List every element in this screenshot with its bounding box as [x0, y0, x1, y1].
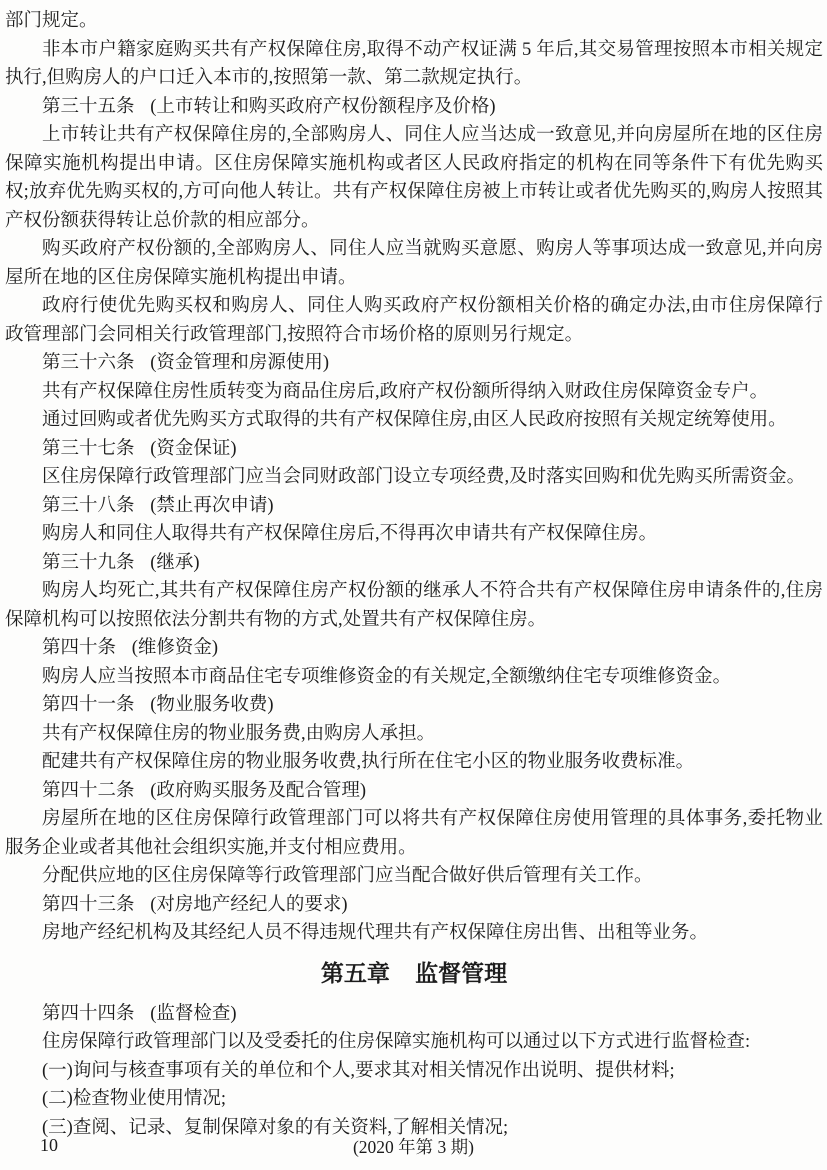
- article-title: (上市转让和购买政府产权份额程序及价格): [150, 96, 496, 117]
- body-paragraph: 共有产权保障住房性质转变为商品住房后,政府产权份额所得纳入财政住房保障资金专户。: [42, 381, 769, 402]
- article-title: (维修资金): [131, 638, 219, 658]
- body-paragraph: 政府行使优先购买权和购房人、同住人购买政府产权份额相关价格的确定办法,由市住房保障行政管理部门会同相关行政管理部门,按照符合市场价格的原则另行规定。: [5, 296, 823, 345]
- body-paragraph: 住房保障行政管理部门以及受委托的住房保障实施机构可以通过以下方式进行监督检查:: [42, 1032, 751, 1052]
- article-title: (禁止再次申请): [150, 495, 274, 516]
- body-paragraph: 房地产经纪机构及其经纪人员不得违规代理共有产权保障住房出售、出租等业务。: [42, 923, 709, 943]
- article-title: (监督检查): [150, 1003, 237, 1024]
- body-paragraph: (一)询问与核查事项有关的单位和个人,要求其对相关情况作出说明、提供材料;: [42, 1060, 675, 1081]
- article-title: (资金管理和房源使用): [150, 353, 330, 373]
- article-heading: [5, 549, 823, 578]
- article-heading: [5, 349, 823, 378]
- body-paragraph: (二)检查物业使用情况;: [42, 1089, 226, 1109]
- body-paragraph: 非本市户籍家庭购买共有产权保障住房,取得不动产权证满 5 年后,其交易管理按照本市相关规定执行,但购房人的户口迁入本市的,按照第一款、第二款规定执行。: [5, 39, 823, 88]
- chapter-title: 监督管理: [415, 960, 508, 986]
- body-paragraph: 购房人应当按照本市商品住宅专项维修资金的有关规定,全额缴纳住宅专项维修资金。: [42, 666, 732, 687]
- document-text-block: [5, 7, 823, 1142]
- body-paragraph: 上市转让共有产权保障住房的,全部购房人、同住人应当达成一致意见,并向房屋所在地的区住房保障实施机构提出申请。区住房保障实施机构或者区人民政府指定的机构在同等条件下有优先购买权;放弃优先购买权的,方可向他人转让。共有产权保障住房被上市转让或者优先购买的,购房人按照其产权份额获得转让总价款的相应部分。: [5, 125, 823, 231]
- body-paragraph: 房屋所在地的区住房保障行政管理部门可以将共有产权保障住房使用管理的具体事务,委托物业服务企业或者其他社会组织实施,并支付相应费用。: [5, 809, 823, 858]
- article-title: (对房地产经纪人的要求): [150, 894, 348, 915]
- article-heading: [5, 891, 823, 920]
- article-number: 第四十一条: [42, 695, 135, 715]
- article-heading: [5, 1000, 823, 1029]
- article-heading: [5, 93, 823, 122]
- body-paragraph: 配建共有产权保障住房的物业服务收费,执行所在住宅小区的物业服务收费标准。: [42, 752, 695, 772]
- footer-issue-label: (2020 年第 3 期): [352, 1137, 475, 1157]
- article-title: (政府购买服务及配合管理): [150, 780, 367, 801]
- article-heading: [5, 634, 823, 663]
- body-paragraph: 购房人均死亡,其共有产权保障住房产权份额的继承人不符合共有产权保障住房申请条件的,住房保障机构可以按照依法分割共有物的方式,处置共有产权保障住房。: [5, 581, 823, 630]
- article-number: 第三十七条: [42, 438, 135, 459]
- article-number: 第四十四条: [42, 1003, 135, 1024]
- article-heading: [5, 435, 823, 464]
- body-paragraph: (三)查阅、记录、复制保障对象的有关资料,了解相关情况;: [42, 1117, 509, 1138]
- body-paragraph: 通过回购或者优先购买方式取得的共有产权保障住房,由区人民政府按照有关规定统筹使用。: [42, 410, 787, 430]
- article-number: 第三十五条: [42, 96, 135, 117]
- article-number: 第三十八条: [42, 495, 135, 516]
- body-paragraph: 分配供应地的区住房保障等行政管理部门应当配合做好供后管理有关工作。: [42, 866, 653, 886]
- article-number: 第三十六条: [42, 353, 135, 373]
- article-number: 第四十条: [42, 638, 117, 658]
- article-heading: [5, 492, 823, 521]
- article-number: 第四十二条: [42, 780, 135, 801]
- article-number: 第三十九条: [42, 552, 135, 573]
- body-paragraph: 区住房保障行政管理部门应当会同财政部门设立专项经费,及时落实回购和优先购买所需资金。: [42, 467, 806, 487]
- body-paragraph: 部门规定。: [5, 11, 98, 31]
- body-paragraph: 共有产权保障住房的物业服务费,由购房人承担。: [42, 723, 436, 744]
- footer-page-number: 10: [40, 1135, 58, 1155]
- body-paragraph: 购买政府产权份额的,全部购房人、同住人应当就购买意愿、购房人等事项达成一致意见,并向房屋所在地的区住房保障实施机构提出申请。: [5, 239, 823, 288]
- chapter-number: 第五章: [320, 960, 390, 986]
- chapter-heading: [5, 956, 823, 992]
- article-title: (继承): [150, 552, 200, 573]
- article-title: (资金保证): [150, 438, 237, 459]
- article-title: (物业服务收费): [150, 695, 274, 715]
- article-heading: [5, 691, 823, 720]
- body-paragraph: 购房人和同住人取得共有产权保障住房后,不得再次申请共有产权保障住房。: [42, 524, 658, 544]
- article-heading: [5, 777, 823, 806]
- article-number: 第四十三条: [42, 894, 135, 915]
